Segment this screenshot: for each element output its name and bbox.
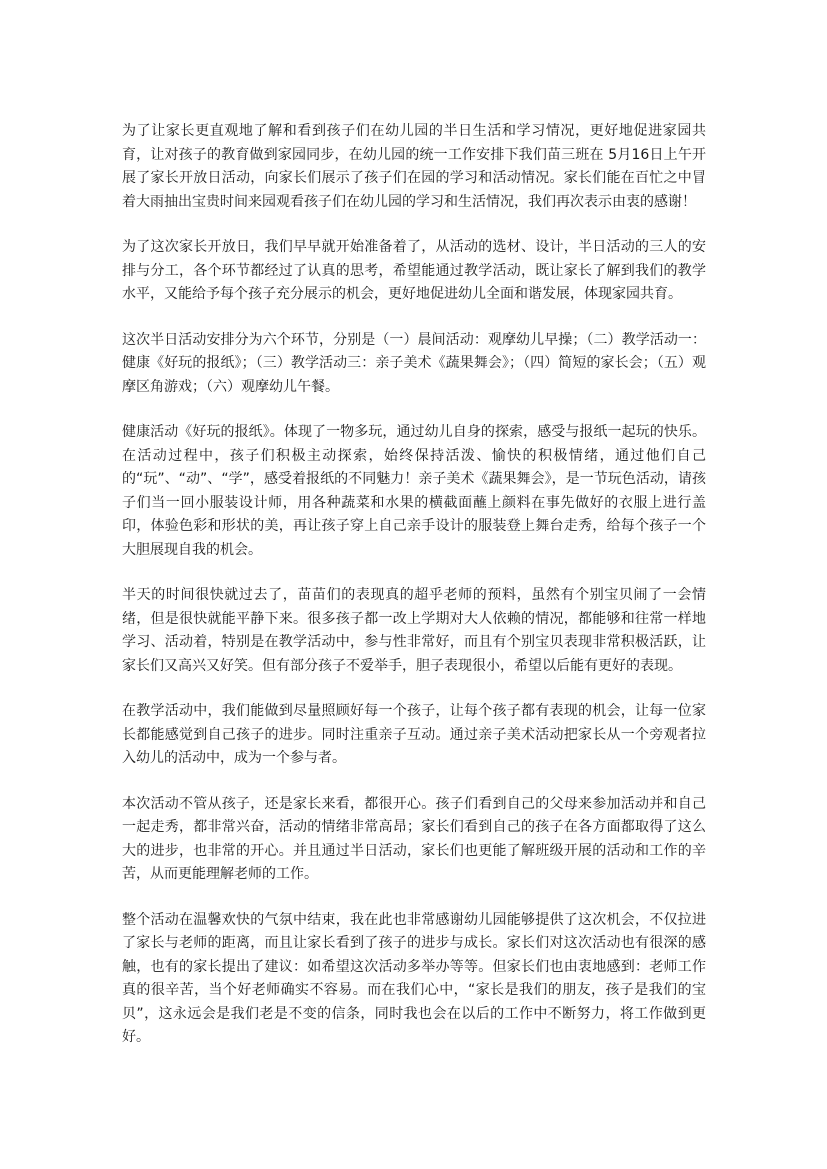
paragraph-2: 为了这次家长开放日，我们早早就开始准备着了，从活动的选材、设计，半日活动的三人的安排与分工，各个环节都经过了认真的思考，希望能通过教学活动，既让家长了解到我们的教学水平，又能给予每个孩子充分展示的机会，更好地促进幼儿全面和谐发展，体现家园共育。 — [122, 239, 706, 302]
paragraph-3: 这次半日活动安排分为六个环节，分别是（一）晨间活动：观摩幼儿早操；（二）教学活动一：健康《好玩的报纸》；（三）教学活动三：亲子美术《蔬果舞会》；（四）简短的家长会；（五）观摩区角游戏；（六）观摩幼儿午餐。 — [122, 331, 706, 395]
paragraph-6: 在教学活动中，我们能做到尽量照顾好每一个孩子，让每个孩子都有表现的机会，让每一位家长都能感觉到自己孩子的进步。同时注重亲子互动。通过亲子美术活动把家长从一个旁观者拉入幼儿的活动中，成为一个参与者。 — [122, 703, 706, 766]
paragraph-1: 为了让家长更直观地了解和看到孩子们在幼儿园的半日生活和学习情况，更好地促进家园共育，让对孩子的教育做到家园同步，在幼儿园的统一工作安排下我们苗三班在 5月16日上午开展了家长开放日活动，向家长们展示了孩子们在园的学习和活动情况。家长们能在百忙之中冒着大雨抽出宝贵时间来园观看孩子们在幼儿园的学习和生活情况，我们再次表示由衷的感谢！ — [122, 123, 706, 210]
paragraph-5: 半天的时间很快就过去了，苗苗们的表现真的超乎老师的预料，虽然有个别宝贝闹了一会情绪，但是很快就能平静下来。很多孩子都一改上学期对大人依赖的情况，都能够和往常一样地学习、活动着，特别是在教学活动中，参与性非常好，而且有个别宝贝表现非常积极活跃，让家长们又高兴又好笑。但有部分孩子不爱举手，胆子表现很小，希望以后能有更好的表现。 — [122, 587, 706, 674]
paragraph-4: 健康活动《好玩的报纸》。体现了一物多玩，通过幼儿自身的探索，感受与报纸一起玩的快乐。在活动过程中，孩子们积极主动探索，始终保持活泼、愉快的积极情绪，通过他们自己的“玩”、“动”、“学”，感受着报纸的不同魅力！亲子美术《蔬果舞会》，是一节玩色活动，请孩子们当一回小服装设计师，用各种蔬菜和水果的横截面蘸上颜料在事先做好的衣服上进行盖印，体验色彩和形状的美，再让孩子穿上自己亲手设计的服装登上舞台走秀，给每个孩子一个大胆展现自我的机会。 — [122, 424, 706, 558]
paragraph-8: 整个活动在温馨欢快的气氛中结束，我在此也非常感谢幼儿园能够提供了这次机会，不仅拉进了家长与老师的距离，而且让家长看到了孩子的进步与成长。家长们对这次活动也有很深的感触，也有的家长提出了建议：如希望这次活动多举办等等。但家长们也由衷地感到：老师工作真的很辛苦，当个好老师确实不容易。而在我们心中，“家长是我们的朋友，孩子是我们的宝贝”，这永远会是我们老是不变的信条，同时我也会在以后的工作中不断努力，将工作做到更好。 — [122, 911, 706, 1045]
paragraph-7: 本次活动不管从孩子，还是家长来看，都很开心。孩子们看到自己的父母来参加活动并和自己一起走秀，都非常兴奋，活动的情绪非常高昂；家长们看到自己的孩子在各方面都取得了这么大的进步，也非常的开心。并且通过半日活动，家长们也更能了解班级开展的活动和工作的辛苦，从而更能理解老师的工作。 — [122, 795, 706, 882]
document-body — [122, 120, 706, 1072]
